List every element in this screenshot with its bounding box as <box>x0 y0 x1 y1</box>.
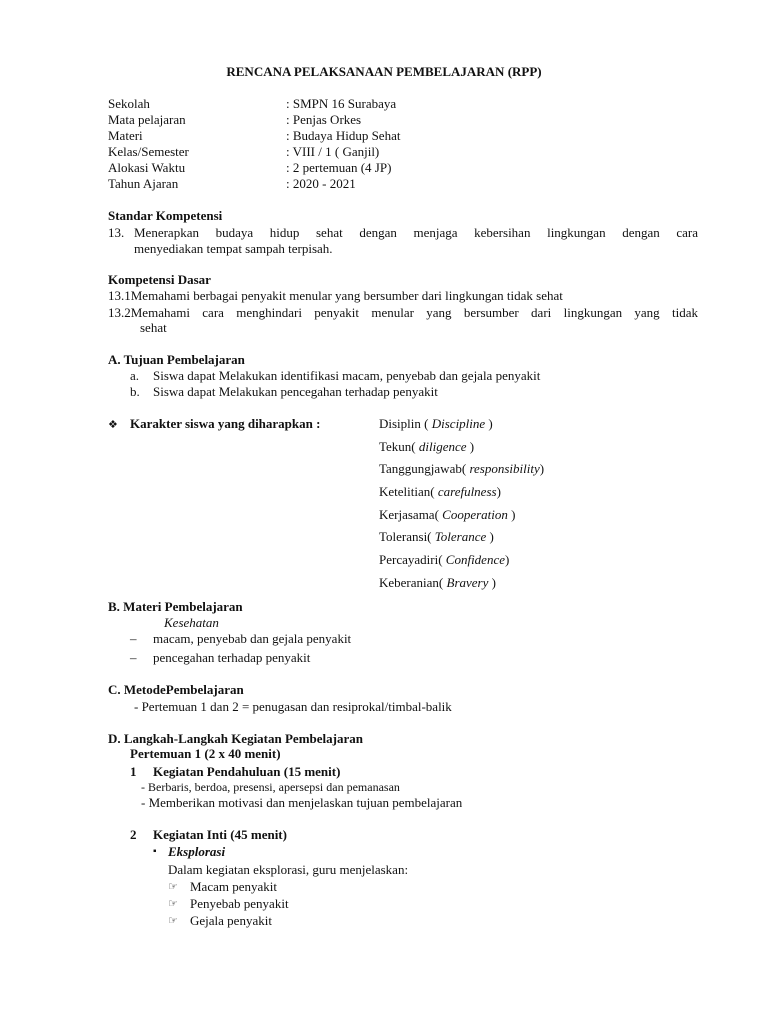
pointing-hand-icon: ☞ <box>168 914 178 927</box>
pointing-hand-icon: ☞ <box>168 880 178 893</box>
document-title: RENCANA PELAKSANAAN PEMBELAJARAN (RPP) <box>226 64 542 79</box>
metode-item: - Pertemuan 1 dan 2 = penugasan dan resiprokal/timbal-balik <box>134 699 452 714</box>
kd-item-1: 13.1Memahami berbagai penyakit menular yang bersumber dari lingkungan tidak sehat <box>108 288 563 303</box>
square-bullet-icon: ▪ <box>153 846 157 857</box>
identity-value: : SMPN 16 Surabaya <box>286 96 397 111</box>
diamond-bullet-icon: ❖ <box>108 418 118 431</box>
identity-label: Materi <box>108 128 143 143</box>
kegiatan-number: 2 <box>130 827 137 842</box>
dash-bullet: – <box>130 650 137 665</box>
pendahuluan-item: - Berbaris, berdoa, presensi, apersepsi dan pemanasan <box>141 780 400 794</box>
materi-subheading: Kesehatan <box>164 615 219 630</box>
kegiatan-inti-title: Kegiatan Inti (45 menit) <box>153 827 287 842</box>
metode-heading: C. MetodePembelajaran <box>108 682 244 697</box>
eksplorasi-item: Gejala penyakit <box>190 913 272 928</box>
identity-value: : Budaya Hidup Sehat <box>286 128 401 143</box>
identity-value: : 2020 - 2021 <box>286 176 356 191</box>
identity-label: Sekolah <box>108 96 150 111</box>
tujuan-heading: A. Tujuan Pembelajaran <box>108 352 245 367</box>
identity-value: : 2 pertemuan (4 JP) <box>286 160 392 175</box>
materi-heading: B. Materi Pembelajaran <box>108 599 243 614</box>
tujuan-marker: b. <box>130 384 140 399</box>
identity-label: Kelas/Semester <box>108 144 189 159</box>
eksplorasi-item: Penyebab penyakit <box>190 896 289 911</box>
kd-item-2-line1: 13.2Memahami cara menghindari penyakit menular yang bersumber dari lingkungan yang tidak <box>108 305 698 320</box>
karakter-item: Kerjasama( Cooperation ) <box>379 507 516 522</box>
sk-item-number: 13. <box>108 225 125 240</box>
kegiatan-pendahuluan-title: Kegiatan Pendahuluan (15 menit) <box>153 764 341 779</box>
pertemuan-heading: Pertemuan 1 (2 x 40 menit) <box>130 746 281 761</box>
eksplorasi-heading: Eksplorasi <box>168 844 226 859</box>
eksplorasi-description: Dalam kegiatan eksplorasi, guru menjelaskan: <box>168 862 409 877</box>
karakter-item: Tanggungjawab( responsibility) <box>379 461 545 476</box>
karakter-item: Toleransi( Tolerance ) <box>379 529 494 544</box>
tujuan-marker: a. <box>130 368 140 383</box>
identity-label: Tahun Ajaran <box>108 176 179 191</box>
dash-bullet: – <box>130 631 137 646</box>
sk-item-line2: menyediakan tempat sampah terpisah. <box>134 241 333 256</box>
karakter-item: Keberanian( Bravery ) <box>379 575 496 590</box>
identity-value: : VIII / 1 ( Ganjil) <box>286 144 380 159</box>
identity-value: : Penjas Orkes <box>286 112 362 127</box>
identity-label: Mata pelajaran <box>108 112 186 127</box>
tujuan-item: Siswa dapat Melakukan pencegahan terhadap penyakit <box>153 384 438 399</box>
karakter-item: Tekun( diligence ) <box>379 439 475 454</box>
kd-item-2-line2: sehat <box>140 320 167 335</box>
eksplorasi-item: Macam penyakit <box>190 879 277 894</box>
kd-heading: Kompetensi Dasar <box>108 272 211 287</box>
materi-item: macam, penyebab dan gejala penyakit <box>153 631 352 646</box>
pointing-hand-icon: ☞ <box>168 897 178 910</box>
karakter-heading: Karakter siswa yang diharapkan : <box>130 416 321 431</box>
materi-item: pencegahan terhadap penyakit <box>153 650 311 665</box>
sk-heading: Standar Kompetensi <box>108 208 223 223</box>
pendahuluan-item: - Memberikan motivasi dan menjelaskan tujuan pembelajaran <box>141 795 463 810</box>
karakter-item: Disiplin ( Discipline ) <box>379 416 493 431</box>
langkah-heading: D. Langkah-Langkah Kegiatan Pembelajaran <box>108 731 363 746</box>
sk-item-line1: Menerapkan budaya hidup sehat dengan menjaga kebersihan lingkungan dengan cara <box>134 225 698 240</box>
identity-label: Alokasi Waktu <box>108 160 186 175</box>
tujuan-item: Siswa dapat Melakukan identifikasi macam, penyebab dan gejala penyakit <box>153 368 541 383</box>
karakter-item: Percayadiri( Confidence) <box>379 552 510 567</box>
karakter-item: Ketelitian( carefulness) <box>379 484 501 499</box>
kegiatan-number: 1 <box>130 764 137 779</box>
